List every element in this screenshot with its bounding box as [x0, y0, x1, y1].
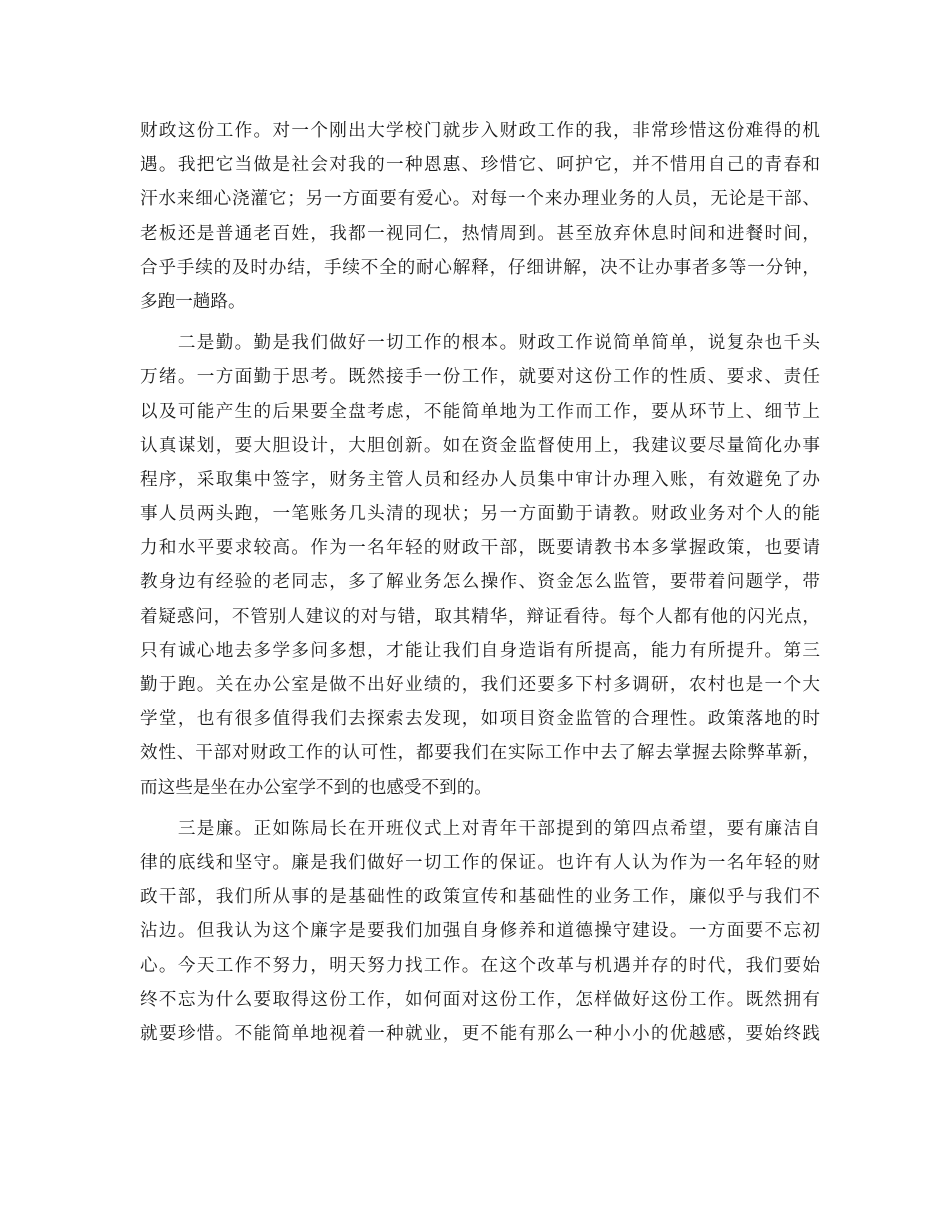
paragraph-3 — [140, 812, 820, 1051]
text-line: 财政这份工作。对一个刚出大学校门就步入财政工作的我，非常珍惜这份难得的机 — [140, 121, 820, 141]
text-line: 多跑一趟路。 — [140, 291, 246, 312]
body-text — [140, 114, 820, 1051]
text-line: 认真谋划，要大胆设计，大胆创新。如在资金监督使用上，我建议要尽量简化办事 — [140, 435, 820, 456]
paragraph-spacer — [140, 319, 820, 326]
text-line: 着疑惑问，不管别人建议的对与错，取其精华，辩证看待。每个人都有他的闪光点， — [140, 606, 820, 627]
text-line: 学堂，也有很多值得我们去探索去发现，如项目资金监管的合理性。政策落地的时 — [140, 709, 820, 730]
paragraph-2 — [140, 326, 820, 805]
text-line: 老板还是普通老百姓，我都一视同仁，热情周到。甚至放弃休息时间和进餐时间， — [140, 223, 820, 244]
text-line: 以及可能产生的后果要全盘考虑，不能简单地为工作而工作，要从环节上、细节上 — [140, 401, 820, 422]
paragraph-1 — [140, 114, 820, 319]
text-line: 力和水平要求较高。作为一名年轻的财政干部，既要请教书本多掌握政策，也要请 — [140, 538, 820, 559]
text-line: 政干部，我们所从事的是基础性的政策宣传和基础性的业务工作，廉似乎与我们不 — [140, 887, 820, 908]
text-line: 万绪。一方面勤于思考。既然接手一份工作，就要对这份工作的性质、要求、责任 — [140, 367, 820, 388]
text-line: 二是勤。勤是我们做好一切工作的根本。财政工作说简单简单，说复杂也千头 — [140, 333, 820, 354]
text-line: 心。今天工作不努力，明天努力找工作。在这个改革与机遇并存的时代，我们要始 — [140, 955, 820, 976]
text-line: 勤于跑。关在办公室是做不出好业绩的，我们还要多下村多调研，农村也是一个大 — [140, 675, 820, 695]
paragraph-spacer — [140, 805, 820, 812]
text-line: 遇。我把它当做是社会对我的一种恩惠、珍惜它、呵护它，并不惜用自己的青春和 — [140, 155, 820, 176]
text-line: 就要珍惜。不能简单地视着一种就业，更不能有那么一种小小的优越感，要始终践 — [140, 1023, 820, 1044]
text-line: 终不忘为什么要取得这份工作，如何面对这份工作，怎样做好这份工作。既然拥有 — [140, 989, 820, 1010]
text-line: 汗水来细心浇灌它；另一方面要有爱心。对每一个来办理业务的人员，无论是干部、 — [140, 189, 820, 210]
text-line: 沾边。但我认为这个廉字是要我们加强自身修养和道德操守建设。一方面要不忘初 — [140, 921, 820, 942]
text-line: 三是廉。正如陈局长在开班仪式上对青年干部提到的第四点希望，要有廉洁自 — [140, 818, 820, 839]
text-line: 合乎手续的及时办结，手续不全的耐心解释，仔细讲解，决不让办事者多等一分钟， — [140, 257, 820, 278]
text-line: 事人员两头跑，一笔账务几头清的现状；另一方面勤于请教。财政业务对个人的能 — [140, 504, 820, 525]
text-line: 教身边有经验的老同志，多了解业务怎么操作、资金怎么监管，要带着问题学，带 — [140, 572, 820, 593]
text-line: 只有诚心地去多学多问多想，才能让我们自身造诣有所提高，能力有所提升。第三 — [140, 640, 820, 661]
text-line: 而这些是坐在办公室学不到的也感受不到的。 — [140, 777, 492, 798]
text-line: 程序，采取集中签字，财务主管人员和经办人员集中审计办理入账，有效避免了办 — [140, 469, 820, 490]
text-line: 律的底线和坚守。廉是我们做好一切工作的保证。也许有人认为作为一名年轻的财 — [140, 852, 820, 873]
text-line: 效性、干部对财政工作的认可性，都要我们在实际工作中去了解去掌握去除弊革新， — [140, 743, 820, 764]
